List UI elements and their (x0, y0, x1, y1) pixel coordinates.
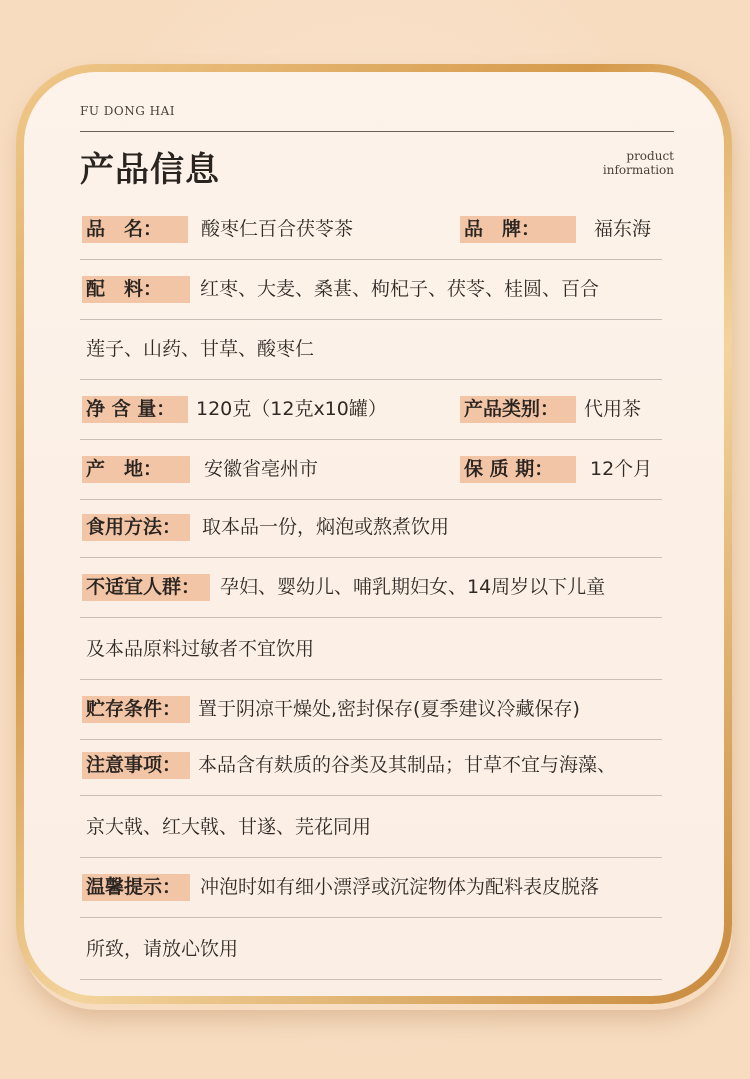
header-divider (80, 131, 674, 132)
row-net-category (80, 380, 662, 440)
value-notes-cont: 京大戟、红大戟、甘遂、芫花同用 (86, 816, 372, 838)
row-divider (80, 917, 662, 918)
value-tips: 冲泡时如有细小漂浮或沉淀物体为配料表皮脱落 (200, 876, 600, 898)
value-origin: 安徽省亳州市 (204, 458, 319, 480)
row-origin-shelf (80, 440, 662, 500)
label-usage: 食用方法： (82, 514, 190, 541)
label-category: 产品类别： (460, 396, 576, 423)
value-net-content: 120克（12克x10罐） (196, 398, 387, 420)
row-divider (80, 795, 662, 796)
row-tips (80, 858, 662, 918)
label-brand: 品 牌： (460, 216, 576, 243)
value-storage: 置于阴凉干燥处,密封保存(夏季建议冷藏保存) (198, 698, 580, 720)
subtitle-line-2: information (602, 163, 674, 177)
page-title: 产品信息 (80, 150, 220, 190)
value-category: 代用茶 (584, 398, 642, 420)
row-unsuitable (80, 558, 662, 618)
label-net-content: 净 含 量： (82, 396, 188, 423)
row-tips-cont (80, 920, 662, 980)
value-unsuitable: 孕妇、婴幼儿、哺乳期妇女、14周岁以下儿童 (220, 576, 606, 598)
subtitle (603, 149, 674, 177)
value-product-name: 酸枣仁百合茯苓茶 (201, 218, 354, 240)
label-origin: 产 地： (82, 456, 190, 483)
value-ingredients-cont: 莲子、山药、甘草、酸枣仁 (86, 338, 315, 360)
value-shelf-life: 12个月 (590, 458, 653, 480)
row-unsuitable-cont (80, 620, 662, 680)
row-divider (80, 617, 662, 618)
row-ingredients-cont (80, 320, 662, 380)
brand-name: FU DONG HAI (80, 104, 175, 118)
row-divider (80, 979, 662, 980)
value-notes: 本品含有麸质的谷类及其制品；甘草不宜与海藻、 (198, 754, 617, 776)
value-ingredients: 红枣、大麦、桑葚、枸杞子、茯苓、桂圆、百合 (200, 278, 600, 300)
label-ingredients: 配 料： (82, 276, 190, 303)
label-product-name: 品 名： (82, 216, 188, 243)
label-storage: 贮存条件： (82, 696, 190, 723)
row-usage (80, 498, 662, 558)
label-shelf-life: 保 质 期： (460, 456, 576, 483)
value-unsuitable-cont: 及本品原料过敏者不宜饮用 (86, 638, 315, 660)
label-unsuitable: 不适宜人群： (82, 574, 210, 601)
value-brand: 福东海 (594, 218, 652, 240)
label-notes: 注意事项： (82, 752, 190, 779)
label-tips: 温馨提示： (82, 874, 190, 901)
value-usage: 取本品一份，焖泡或熬煮饮用 (202, 516, 450, 538)
row-notes (80, 736, 662, 796)
value-tips-cont: 所致，请放心饮用 (86, 938, 239, 960)
row-notes-cont (80, 798, 662, 858)
subtitle-line-1: product (626, 149, 674, 163)
row-name-brand (80, 200, 662, 260)
row-ingredients (80, 260, 662, 320)
row-storage (80, 680, 662, 740)
